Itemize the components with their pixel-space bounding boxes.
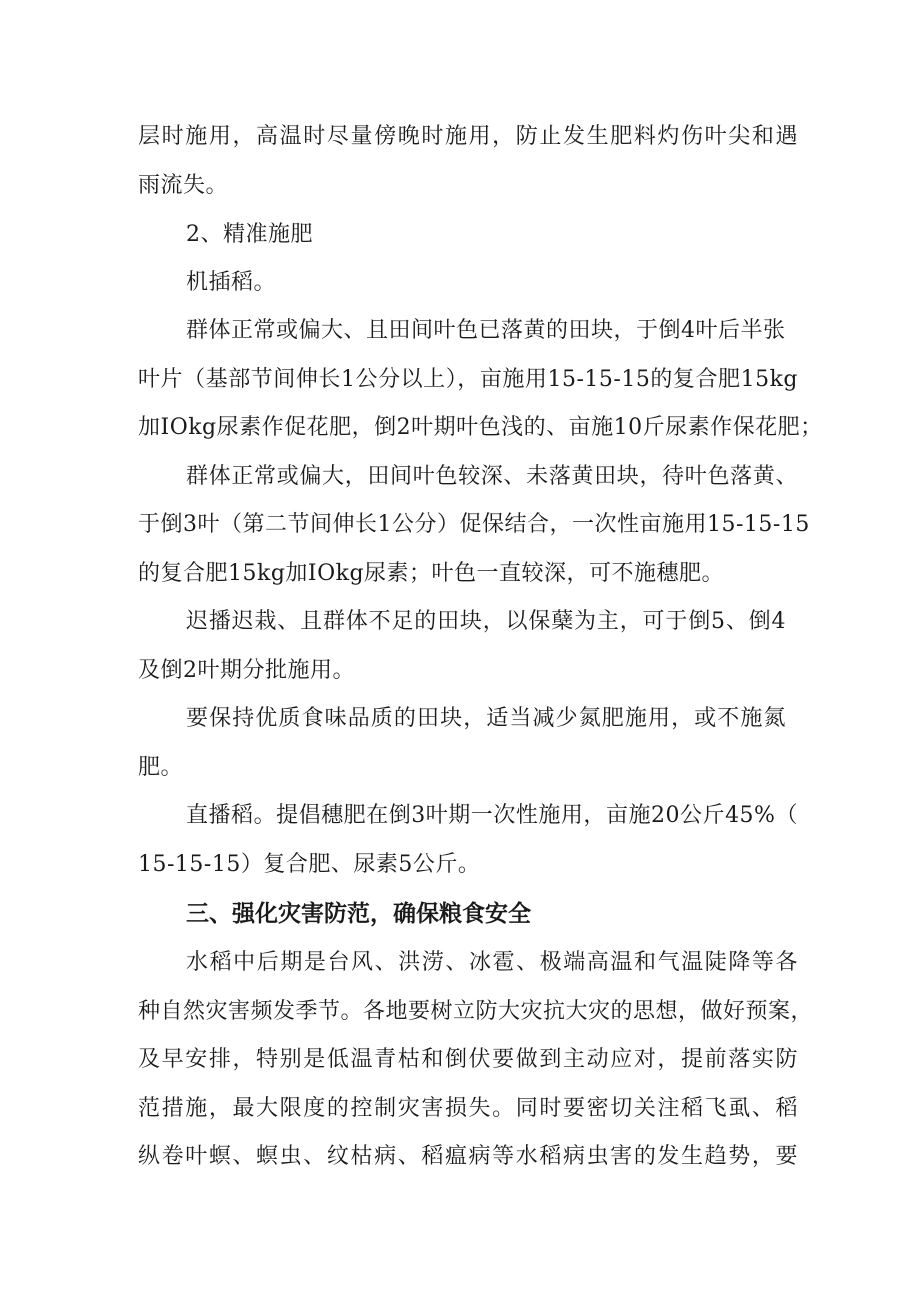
paragraph-line: 于倒3叶（第二节间伸长1公分）促保结合，一次性亩施用15-15-15 [138,512,810,537]
paragraph-line: 直播稻。提倡穗肥在倒3叶期一次性施用，亩施20公斤45%（ [186,803,798,828]
paragraph-line: 要保持优质食味品质的田块，适当减少氮肥施用，或不施氮 [186,706,786,731]
paragraph-line: 范措施，最大限度的控制灾害损失。同时要密切关注稻飞虱、稻 [138,1096,798,1121]
section-subheading: 2、精准施肥 [186,222,313,247]
paragraph-line: 机插稻。 [186,270,277,295]
paragraph-line: 种自然灾害频发季节。各地要树立防大灾抗大灾的思想，做好预案， [138,999,814,1024]
paragraph-line: 加IOkg尿素作促花肥，倒2叶期叶色浅的、亩施10斤尿素作保花肥； [138,415,823,440]
paragraph-line: 群体正常或偏大、且田间叶色已落黄的田块，于倒4叶后半张 [186,318,786,343]
paragraph-line: 群体正常或偏大，田间叶色较深、未落黄田块，待叶色落黄、 [186,464,798,489]
paragraph-line: 肥。 [138,755,184,780]
paragraph-line: 纵卷叶螟、螟虫、纹枯病、稻瘟病等水稻病虫害的发生趋势，要 [138,1144,798,1169]
paragraph-line: 及早安排，特别是低温青枯和倒伏要做到主动应对，提前落实防 [138,1047,798,1072]
paragraph-line: 水稻中后期是台风、洪涝、冰雹、极端高温和气温陡降等各 [186,950,798,975]
paragraph-line: 层时施用，高温时尽量傍晚时施用，防止发生肥料灼伤叶尖和遇 [138,124,798,149]
section-heading: 三、强化灾害防范，确保粮食安全 [186,901,531,927]
paragraph-line: 及倒2叶期分批施用。 [138,658,355,683]
paragraph-line: 迟播迟栽、且群体不足的田块，以保蘖为主，可于倒5、倒4 [186,609,786,634]
paragraph-line: 叶片（基部节间伸长1公分以上），亩施用15-15-15的复合肥15kg [138,367,798,392]
paragraph-line: 雨流失。 [138,173,229,198]
paragraph-line: 的复合肥15kg加IOkg尿素；叶色一直较深，可不施穗肥。 [138,561,725,586]
paragraph-line: 15-15-15）复合肥、尿素5公斤。 [138,852,481,877]
